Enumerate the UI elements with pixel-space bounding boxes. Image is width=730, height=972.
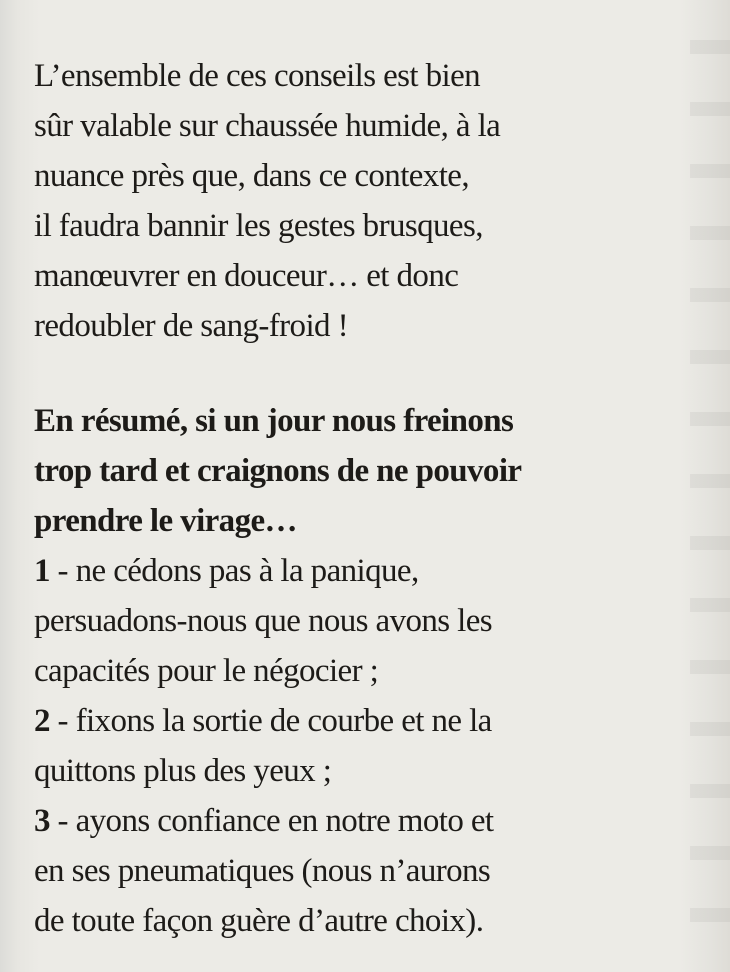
- list-number: 2: [34, 703, 50, 739]
- list-item-text: - fixons la sortie de courbe et ne la: [49, 703, 492, 739]
- list-item-text: - ayons confiance en notre moto et: [49, 803, 494, 839]
- text-line: quittons plus des yeux ;: [34, 753, 332, 789]
- text-line: sûr valable sur chaussée humide, à la: [34, 108, 501, 144]
- text-line: redoubler de sang-froid !: [34, 308, 348, 344]
- text-line: nuance près que, dans ce contexte,: [34, 158, 469, 194]
- summary-heading-line: En résumé, si un jour nous freinons: [34, 403, 514, 439]
- list-item-1: [34, 546, 684, 596]
- list-item-3: [34, 796, 684, 846]
- paragraph-wet-road-advice: [34, 51, 684, 351]
- text-line: capacités pour le négocier ;: [34, 653, 379, 689]
- list-item-2: [34, 696, 684, 746]
- text-line: en ses pneumatiques (nous n’aurons: [34, 853, 491, 889]
- list-item-text: - ne cédons pas à la panique,: [49, 553, 419, 589]
- list-number: 1: [34, 553, 50, 589]
- summary-heading-line: trop tard et craignons de ne pouvoir: [34, 453, 522, 489]
- list-number: 3: [34, 803, 50, 839]
- summary-section: [34, 396, 684, 946]
- summary-heading-line: prendre le virage…: [34, 503, 297, 539]
- text-line: de toute façon guère d’autre choix).: [34, 903, 484, 939]
- text-line: persuadons-nous que nous avons les: [34, 603, 493, 639]
- facing-page-bleed: [690, 40, 730, 970]
- text-line: il faudra bannir les gestes brusques,: [34, 208, 483, 244]
- text-line: L’ensemble de ces conseils est bien: [34, 58, 481, 94]
- text-line: manœuvrer en douceur… et donc: [34, 258, 459, 294]
